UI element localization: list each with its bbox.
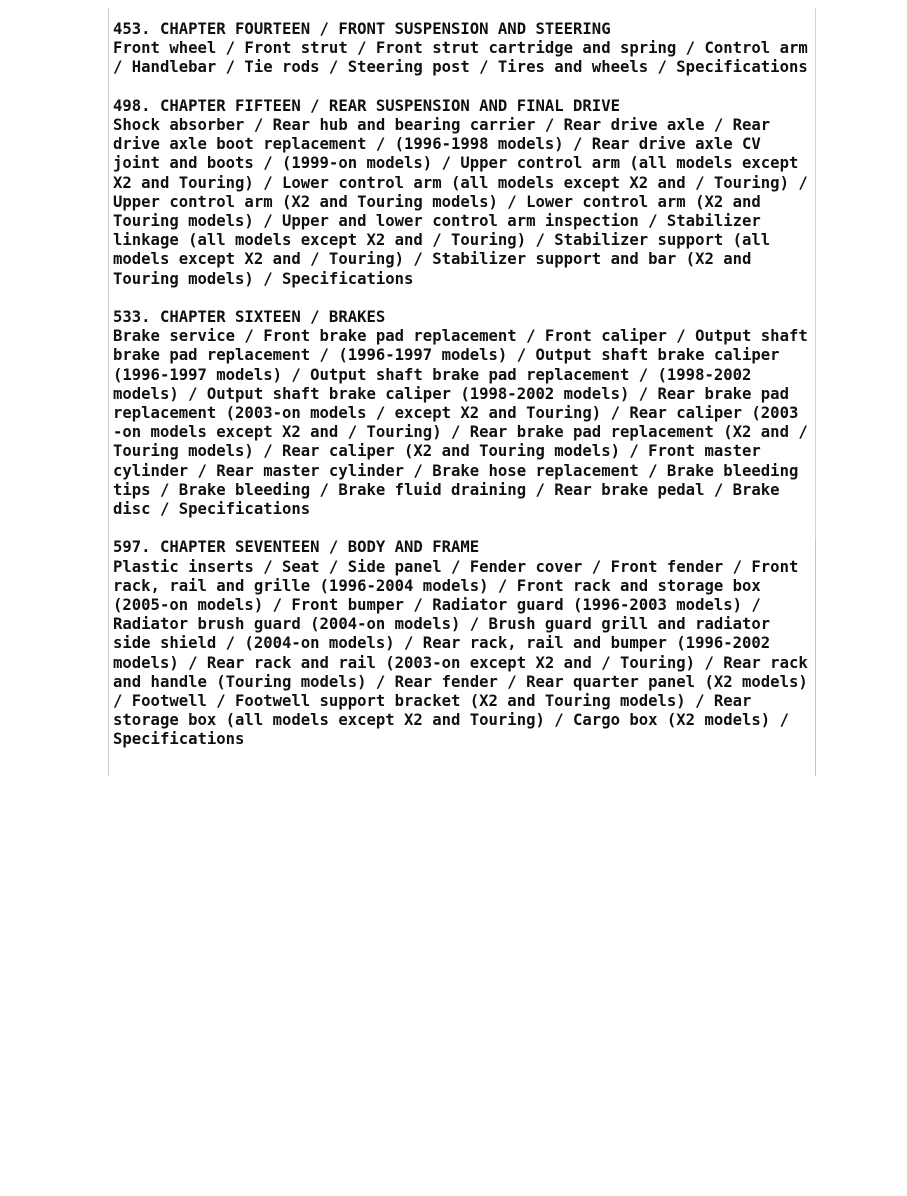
- chapter-line: replacement (2003-on models / except X2 and Touring) / Rear caliper (2003: [113, 404, 799, 423]
- chapter-line: joint and boots / (1999-on models) / Upper control arm (all models except: [113, 154, 799, 173]
- chapter-line: Specifications: [113, 730, 245, 749]
- chapter-line: storage box (all models except X2 and Touring) / Cargo box (X2 models) /: [113, 711, 789, 730]
- chapter-line: Shock absorber / Rear hub and bearing carrier / Rear drive axle / Rear: [113, 116, 771, 134]
- chapter-title: 453. CHAPTER FOURTEEN / FRONT SUSPENSION AND STEERING: [113, 20, 611, 38]
- chapter-line: -on models except X2 and / Touring) / Rear brake pad replacement (X2 and /: [113, 423, 808, 442]
- chapter-line: and handle (Touring models) / Rear fender / Rear quarter panel (X2 models): [113, 672, 808, 691]
- chapter-title: 533. CHAPTER SIXTEEN / BRAKES: [113, 308, 386, 327]
- chapter-line: Touring models) / Rear caliper (X2 and Touring models) / Front master: [113, 442, 761, 461]
- chapter-section: [113, 538, 815, 749]
- chapter-section: [113, 20, 815, 78]
- chapter-line: linkage (all models except X2 and / Touring) / Stabilizer support (all: [113, 231, 771, 250]
- chapter-line: models) / Rear rack and rail (2003-on except X2 and / Touring) / Rear rack: [113, 653, 808, 672]
- table-of-contents: [108, 8, 816, 776]
- chapter-line: rack, rail and grille (1996-2004 models) / Front rack and storage box: [113, 576, 761, 595]
- right-edge-accent: [815, 538, 816, 776]
- chapter-line: (1996-1997 models) / Output shaft brake pad replacement / (1998-2002: [113, 365, 752, 384]
- chapter-line: Upper control arm (X2 and Touring models) / Lower control arm (X2 and: [113, 192, 761, 211]
- chapter-line: tips / Brake bleeding / Brake fluid draining / Rear brake pedal / Brake: [113, 480, 780, 499]
- chapter-line: models except X2 and / Touring) / Stabilizer support and bar (X2 and: [113, 250, 752, 269]
- chapter-line: Radiator brush guard (2004-on models) / Brush guard grill and radiator: [113, 615, 771, 634]
- chapter-line: models) / Output shaft brake caliper (1998-2002 models) / Rear brake pad: [113, 384, 789, 403]
- chapter-line: Touring models) / Specifications: [113, 269, 414, 288]
- chapter-line: drive axle boot replacement / (1996-1998 models) / Rear drive axle CV: [113, 135, 761, 154]
- chapter-line: cylinder / Rear master cylinder / Brake hose replacement / Brake bleeding: [113, 461, 799, 480]
- chapter-line: disc / Specifications: [113, 500, 311, 519]
- chapter-line: (2005-on models) / Front bumper / Radiator guard (1996-2003 models) /: [113, 596, 761, 615]
- chapter-line: / Handlebar / Tie rods / Steering post / Tires and wheels / Specifications: [113, 58, 808, 77]
- chapter-section: [113, 97, 815, 289]
- chapter-line: X2 and Touring) / Lower control arm (all models except X2 and / Touring) /: [113, 173, 808, 192]
- chapter-title: 498. CHAPTER FIFTEEN / REAR SUSPENSION AND FINAL DRIVE: [113, 96, 620, 115]
- chapter-line: brake pad replacement / (1996-1997 models) / Output shaft brake caliper: [113, 346, 780, 365]
- chapter-line: Plastic inserts / Seat / Side panel / Fender cover / Front fender / Front: [113, 557, 799, 576]
- chapter-line: side shield / (2004-on models) / Rear rack, rail and bumper (1996-2002: [113, 634, 771, 653]
- chapter-title: 597. CHAPTER SEVENTEEN / BODY AND FRAME: [113, 538, 480, 557]
- chapter-section: [113, 308, 815, 519]
- chapter-line: Front wheel / Front strut / Front strut cartridge and spring / Control arm: [113, 39, 808, 58]
- chapter-line: Touring models) / Upper and lower control arm inspection / Stabilizer: [113, 212, 761, 231]
- chapter-line: Brake service / Front brake pad replacement / Front caliper / Output shaft: [113, 327, 808, 346]
- chapter-line: / Footwell / Footwell support bracket (X2 and Touring models) / Rear: [113, 692, 752, 711]
